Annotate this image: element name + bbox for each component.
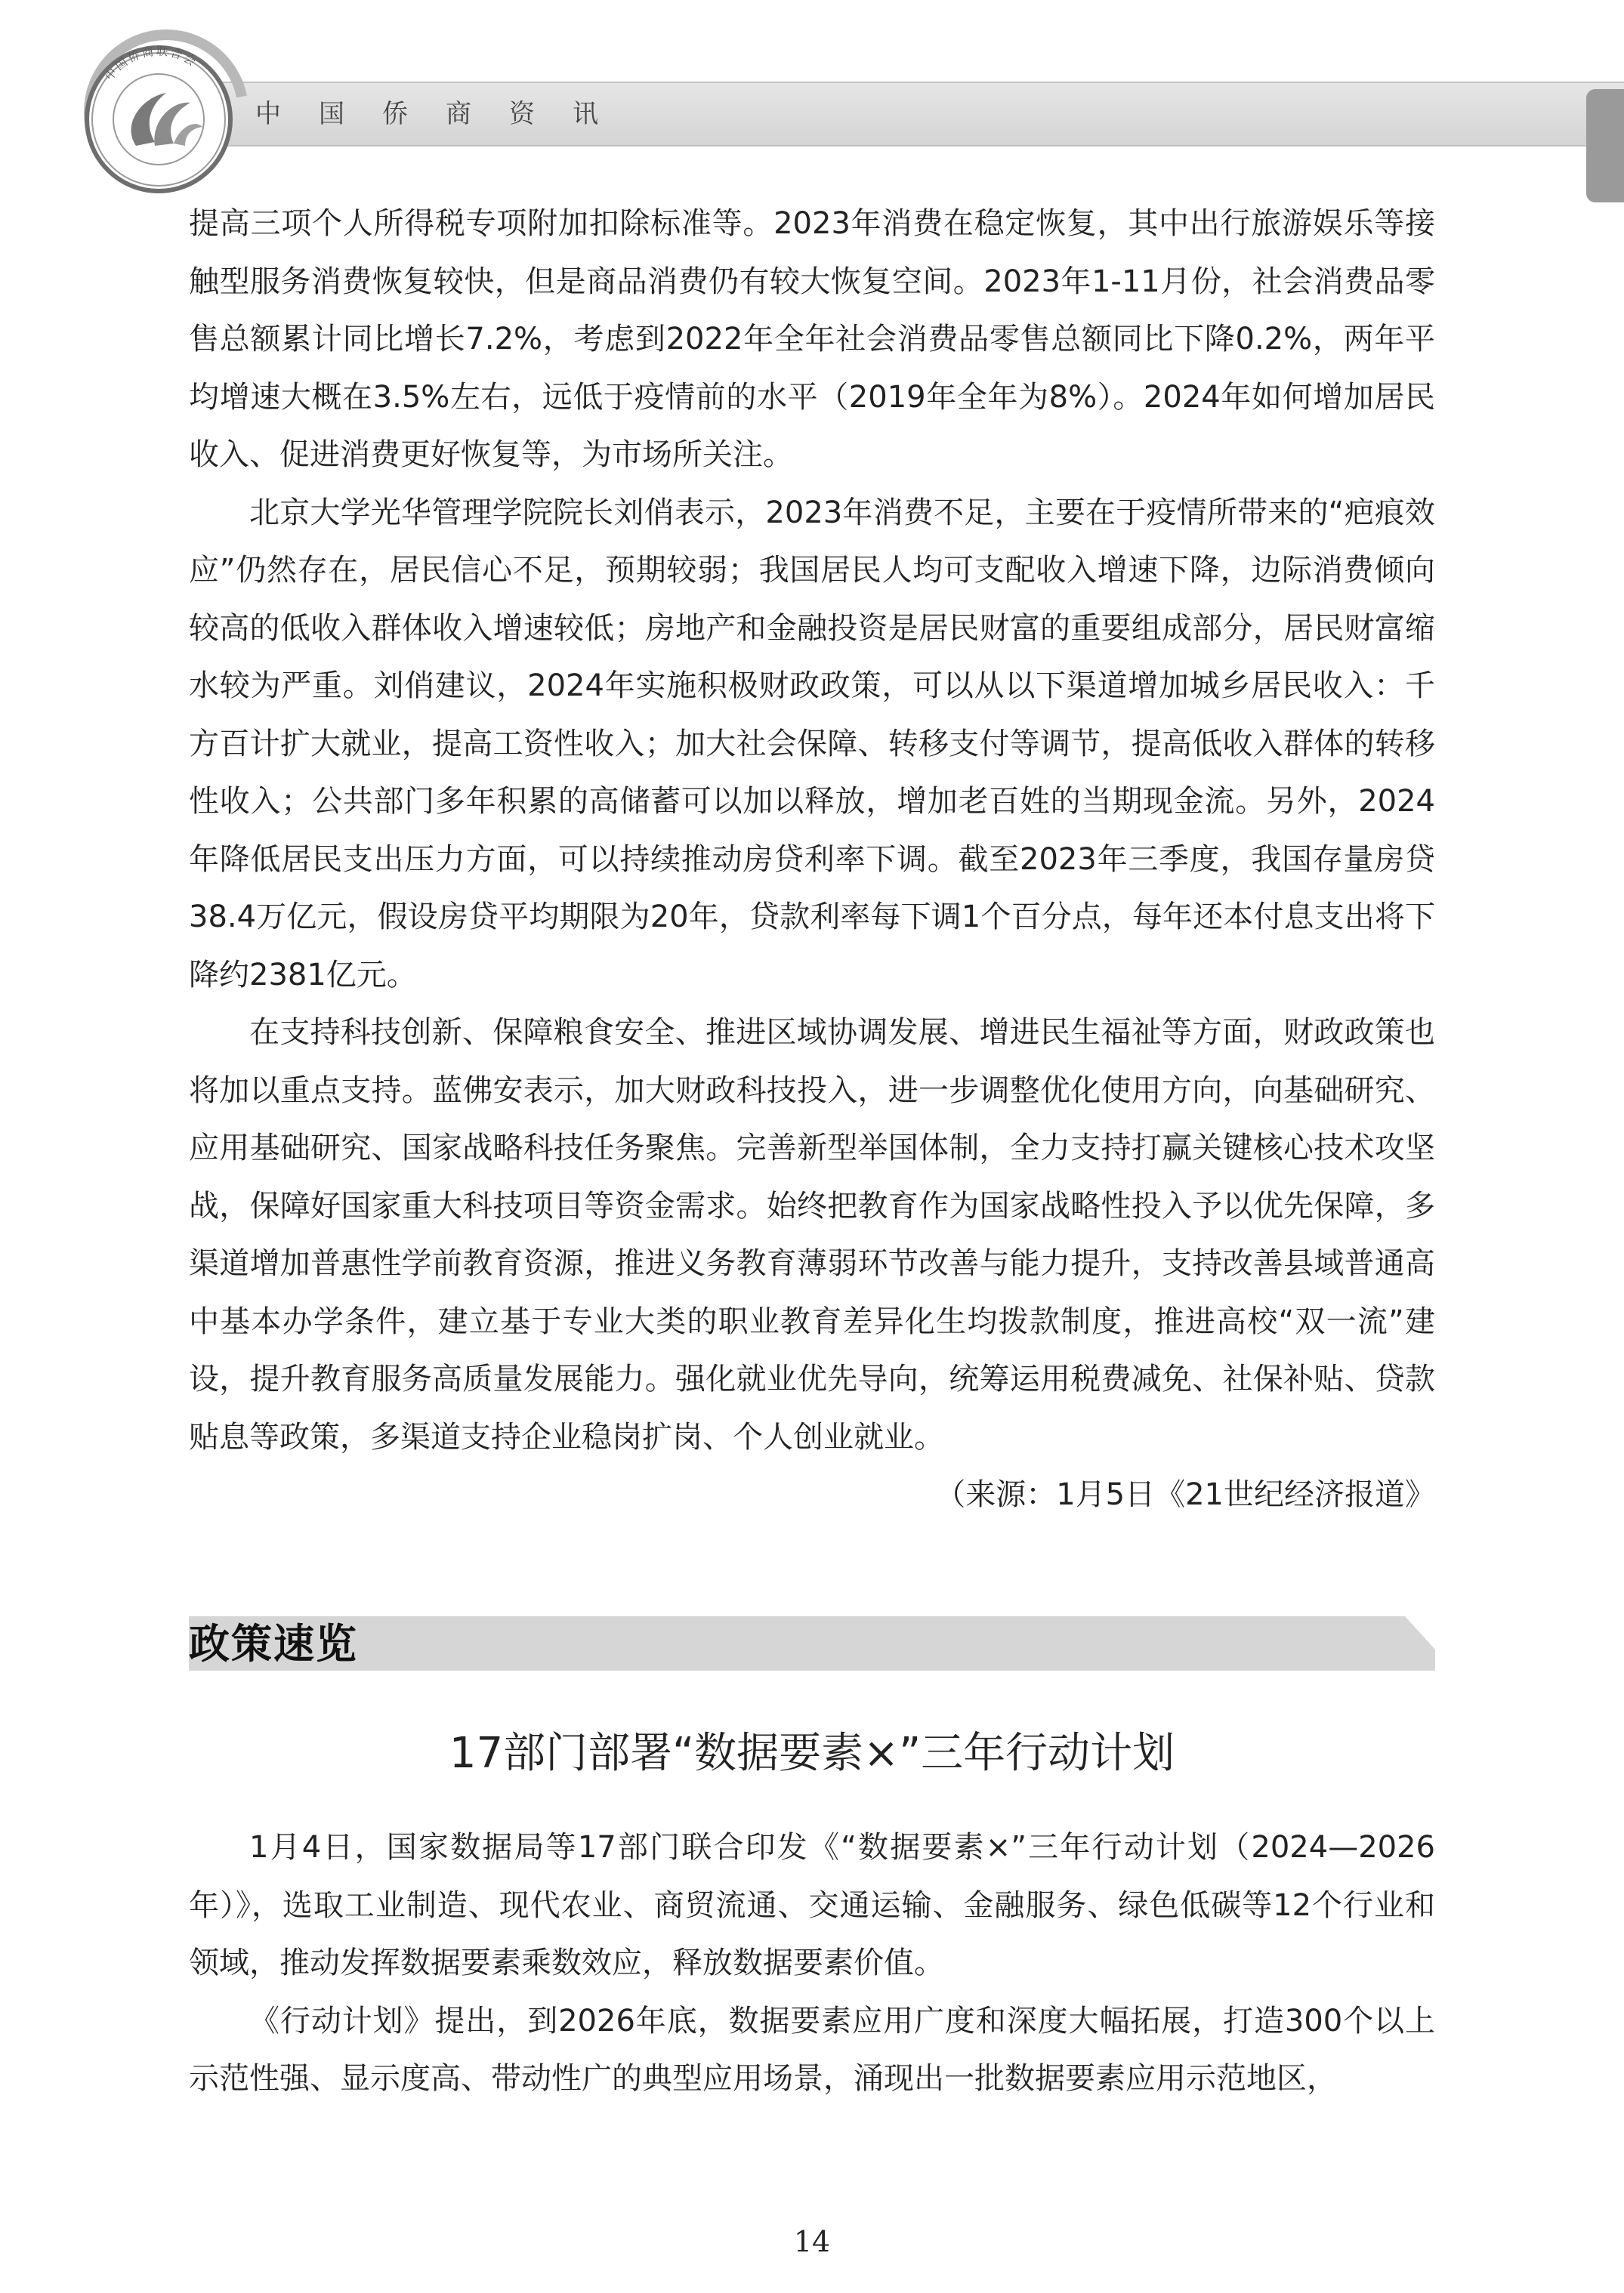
- logo: [60, 14, 257, 202]
- header-edge-tab: [1586, 89, 1624, 202]
- article-body-lower: [189, 1819, 1435, 2108]
- page-number: 14: [793, 2225, 831, 2258]
- source-citation: （来源：1月5日《21世纪经济报道》: [935, 1477, 1435, 1512]
- paragraph: 提高三项个人所得税专项附加扣除标准等。2023年消费在稳定恢复，其中出行旅游娱乐等接触型服务消费恢复较快，但是商品消费仍有较大恢复空间。2023年1-11月份，社会消费品零售总额累计同比增长7.2%，考虑到2022年全年社会消费品零售总额同比下降0.2%，两年平均增速大概在3.5%左右，远低于疫情前的水平（2019年全年为8%）。2024年如何增加居民收入、促进消费更好恢复等，为市场所关注。: [189, 206, 1435, 472]
- paragraph: 在支持科技创新、保障粮食安全、推进区域协调发展、增进民生福祉等方面，财政政策也将加以重点支持。蓝佛安表示，加大财政科技投入，进一步调整优化使用方向，向基础研究、应用基础研究、国家战略科技任务聚焦。完善新型举国体制，全力支持打赢关键核心技术攻坚战，保障好国家重大科技项目等资金需求。始终把教育作为国家战略性投入予以优先保障，多渠道增加普惠性学前教育资源，推进义务教育薄弱环节改善与能力提升，支持改善县域普通高中基本办学条件，建立基于专业大类的职业教育差异化生均拨款制度，推进高校“双一流”建设，提升教育服务高质量发展能力。强化就业优先导向，统筹运用税费减免、社保补贴、贷款贴息等政策，多渠道支持企业稳岗扩岗、个人创业就业。: [189, 1015, 1435, 1455]
- logo-emblem-icon: [60, 14, 257, 202]
- article-title: 17部门部署“数据要素×”三年行动计划: [449, 1729, 1175, 1778]
- section-title: 政策速览: [189, 1619, 358, 1668]
- paragraph: 北京大学光华管理学院院长刘俏表示，2023年消费不足，主要在于疫情所带来的“疤痕效应”仍然存在，居民信心不足，预期较弱；我国居民人均可支配收入增速下降，边际消费倾向较高的低收入群体收入增速较低；房地产和金融投资是居民财富的重要组成部分，居民财富缩水较为严重。刘俏建议，2024年实施积极财政政策，可以从以下渠道增加城乡居民收入：千方百计扩大就业，提高工资性收入；加大社会保障、转移支付等调节，提高低收入群体的转移性收入；公共部门多年积累的高储蓄可以加以释放，增加老百姓的当期现金流。另外，2024年降低居民支出压力方面，可以持续推动房贷利率下调。截至2023年三季度，我国存量房贷38.4万亿元，假设房贷平均期限为20年，贷款利率每下调1个百分点，每年还本付息支出将下降约2381亿元。: [189, 495, 1435, 992]
- publication-title: 中国侨商资讯: [255, 99, 636, 129]
- paragraph: 《行动计划》提出，到2026年底，数据要素应用广度和深度大幅拓展，打造300个以上示范性强、显示度高、带动性广的典型应用场景，涌现出一批数据要素应用示范地区，: [189, 2003, 1435, 2096]
- section-banner: [189, 1616, 1435, 1671]
- paragraph: 1月4日，国家数据局等17部门联合印发《“数据要素×”三年行动计划（2024—2026年）》，选取工业制造、现代农业、商贸流通、交通运输、金融服务、绿色低碳等12个行业和领域，推动发挥数据要素乘数效应，释放数据要素价值。: [189, 1830, 1435, 1980]
- article-body-upper: [189, 195, 1435, 1524]
- logo-ring-text: 中国侨商联合会: [102, 44, 200, 84]
